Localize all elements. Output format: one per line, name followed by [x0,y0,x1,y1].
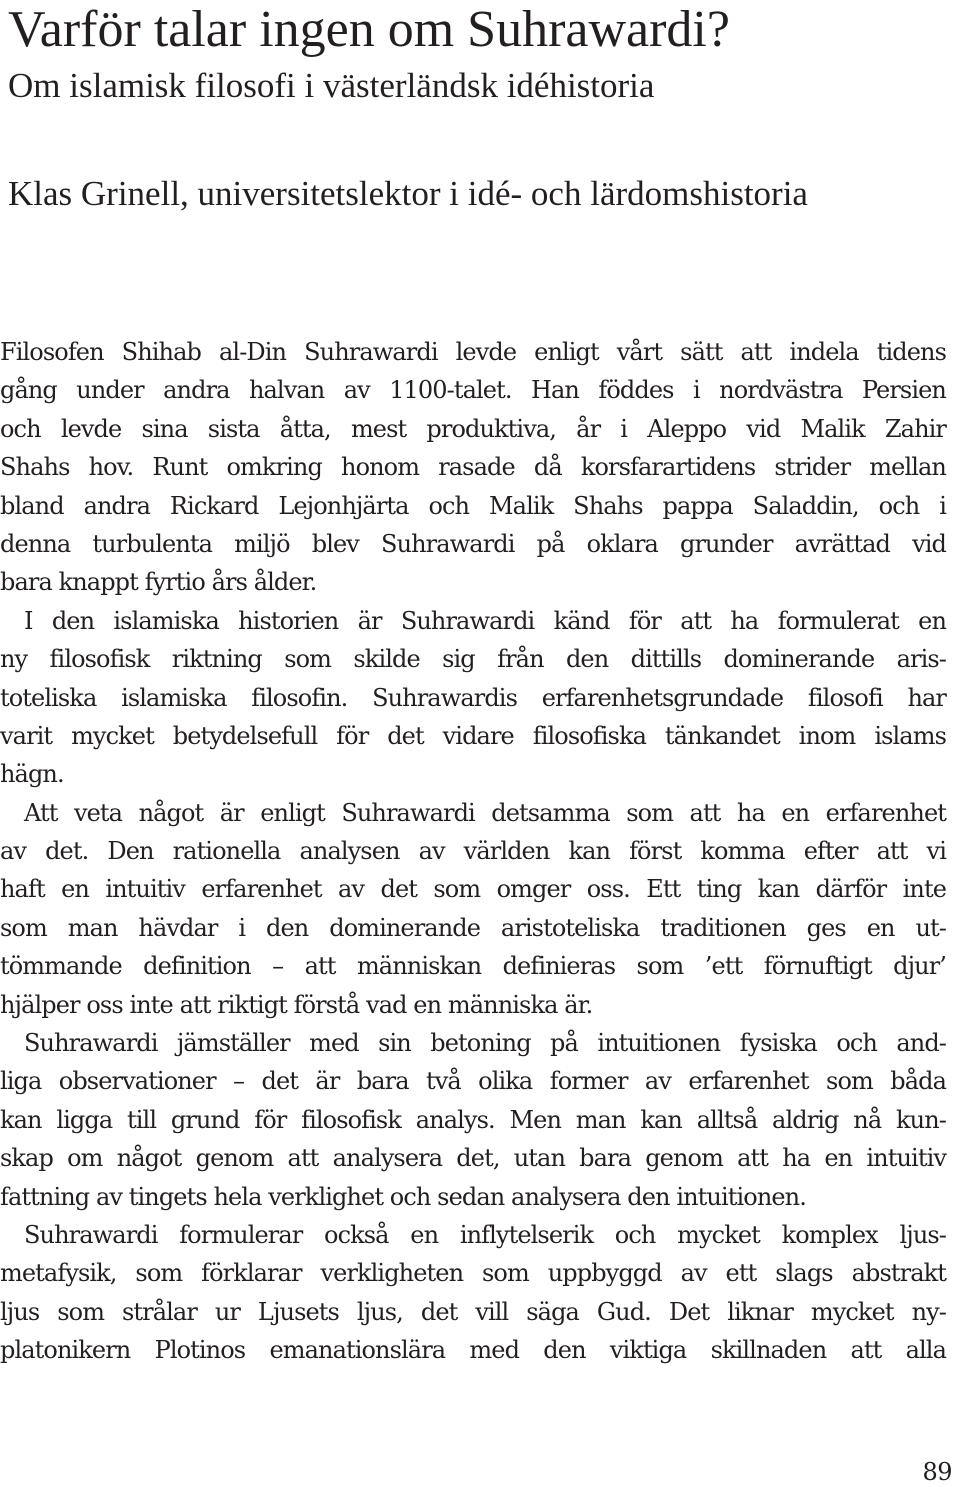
text-line: gång under andra halvan av 1100-talet. Han föddes i nordvästra Persien [0,376,946,405]
text-line: hägn. [0,760,64,789]
author-line: Klas Grinell, universitetslektor i idé- och lärdomshistoria [8,174,808,213]
text-line: haft en intuitiv erfarenhet av det som omger oss. Ett ting kan därför inte [0,875,946,904]
text-line: I den islamiska historien är Suhrawardi känd för att ha formulerat en [24,606,946,635]
text-line: platonikern Plotinos emanationslära med den viktiga skillnaden att alla [0,1336,946,1365]
text-line: skap om något genom att analysera det, utan bara genom att ha en intuitiv [0,1144,946,1173]
text-line: och levde sina sista åtta, mest produktiva, år i Aleppo vid Malik Zahir [0,414,946,443]
document-page [8,0,954,214]
body-text [0,333,946,1370]
text-line: Suhrawardi jämställer med sin betoning på intuitionen fysiska och and- [24,1029,946,1058]
text-line: metafysik, som förklarar verkligheten som uppbyggd av ett slags abstrakt [0,1259,946,1288]
text-line: bara knappt fyrtio års ålder. [0,568,317,597]
text-line: ny filosofisk riktning som skilde sig från den dittills dominerande aris- [0,645,946,674]
text-line: Att veta något är enligt Suhrawardi detsamma som att ha en erfarenhet [24,798,946,827]
article-title: Varför talar ingen om Suhrawardi? [8,1,730,58]
text-line: Shahs hov. Runt omkring honom rasade då korsfarartidens strider mellan [0,453,946,482]
text-line: Filosofen Shihab al-Din Suhrawardi levde enligt vårt sätt att indela tidens [0,338,946,366]
text-line: denna turbulenta miljö blev Suhrawardi på oklara grunder avrättad vid [0,529,946,558]
text-line: av det. Den rationella analysen av världen kan först komma efter att vi [0,837,946,866]
text-line: hjälper oss inte att riktigt förstå vad en människa är. [0,990,593,1019]
text-line: fattning av tingets hela verklighet och sedan analysera den intuitionen. [0,1182,806,1211]
text-line: kan ligga till grund för filosofisk analys. Men man kan alltså aldrig nå kun- [0,1105,946,1134]
article-subtitle: Om islamisk filosofi i västerländsk idéhistoria [8,66,655,105]
text-line: varit mycket betydelsefull för det vidare filosofiska tänkandet inom islams [0,721,946,750]
page-number: 89 [922,1458,952,1486]
text-line: som man hävdar i den dominerande aristoteliska traditionen ges en ut- [0,913,946,942]
text-line: toteliska islamiska filosofin. Suhrawardis erfarenhetsgrundade filosofi har [0,683,946,712]
text-line: liga observationer – det är bara två olika former av erfarenhet som båda [0,1067,946,1096]
text-line: ljus som strålar ur Ljusets ljus, det vill säga Gud. Det liknar mycket ny- [0,1297,946,1326]
text-line: tömmande definition – att människan definieras som ’ett förnuftigt djur’ [0,952,946,981]
text-line: bland andra Rickard Lejonhjärta och Malik Shahs pappa Saladdin, och i [0,491,946,520]
text-line: Suhrawardi formulerar också en inflytelserik och mycket komplex ljus- [24,1220,946,1249]
